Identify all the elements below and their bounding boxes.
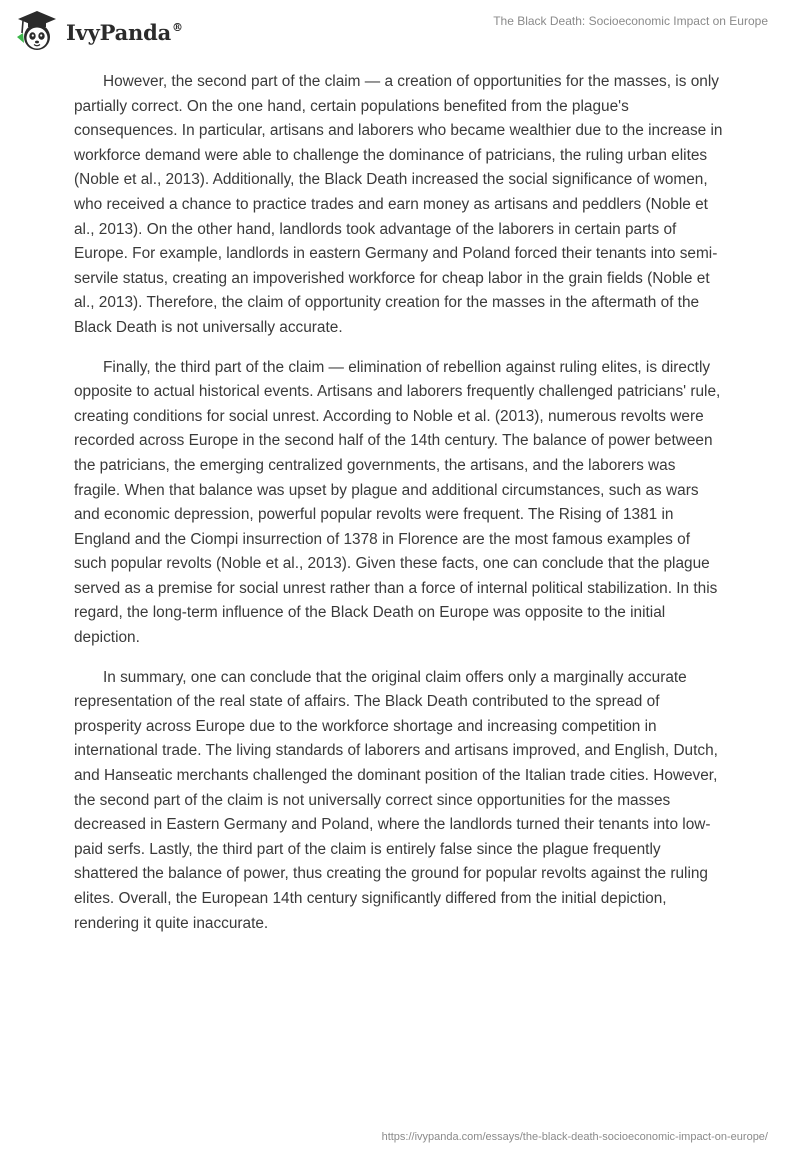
paragraph: In summary, one can conclude that the original claim offers only a marginally accurate representation of the real state of affairs. The Black Death contributed to the spread of prosperity across Europe due to the workforce shortage and increasing competition in international trade. The living standards of laborers and artisans improved, and English, Dutch, and Hanseatic merchants challenged the dominant position of the Italian trade cities. However, the second part of the claim is not universally correct since opportunities for the masses decreased in Eastern Germany and Poland, where the landlords turned their tenants into low-paid serfs. Lastly, the third part of the claim is entirely false since the plague frequently shattered the balance of power, thus creating the ground for popular revolts against the ruling elites. Overall, the European 14th century significantly differed from the initial depiction, rendering it quite inaccurate. <box>74 668 718 932</box>
document-title: The Black Death: Socioeconomic Impact on Europe <box>493 14 768 28</box>
essay-body <box>74 70 724 951</box>
source-url[interactable]: https://ivypanda.com/essays/the-black-death-socioeconomic-impact-on-europe/ <box>381 1131 768 1143</box>
page-header <box>0 0 800 60</box>
brand-name: IvyPanda® <box>66 19 183 45</box>
panda-logo-icon <box>14 9 60 55</box>
paragraph: However, the second part of the claim — a creation of opportunities for the masses, is only partially correct. On the one hand, certain populations benefited from the plague's consequences. In particular, artisans and laborers who became wealthier due to the increase in workforce demand were able to challenge the dominance of patricians, the ruling urban elites (Noble et al., 2013). Additionally, the Black Death increased the social significance of women, who received a chance to practice trades and earn money as artisans and peddlers (Noble et al., 2013). On the other hand, landlords took advantage of the laborers in certain parts of Europe. For example, landlords in eastern Germany and Poland forced their tenants into semi-servile status, creating an impoverished workforce for cheap labor in the grain fields (Noble et al., 2013). Therefore, the claim of opportunity creation for the masses in the aftermath of the Black Death is not universally accurate. <box>74 73 723 336</box>
paragraph: Finally, the third part of the claim — elimination of rebellion against ruling elites, is directly opposite to actual historical events. Artisans and laborers frequently challenged patricians' rule, creating conditions for social unrest. According to Noble et al. (2013), numerous revolts were recorded across Europe in the second half of the 14th century. The balance of power between the patricians, the emerging centralized governments, the artisans, and the laborers was fragile. When that balance was upset by plague and additional circumstances, such as wars and economic depression, powerful popular revolts were frequent. The Rising of 1381 in England and the Ciompi insurrection of 1378 in Florence are the most famous examples of such popular revolts (Noble et al., 2013). Given these facts, one can conclude that the plague served as a premise for social unrest rather than a force of internal political stabilization. In this regard, the long-term influence of the Black Death on Europe was opposite to the initial depiction. <box>74 358 721 647</box>
logo[interactable] <box>14 8 183 56</box>
